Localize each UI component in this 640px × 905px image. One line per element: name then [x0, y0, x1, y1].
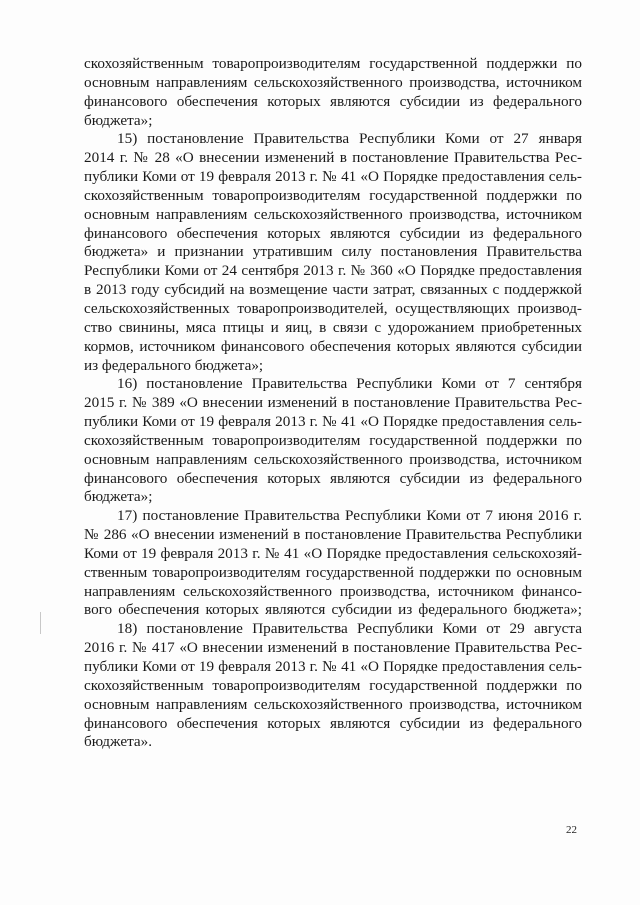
text-line: 2014 г. № 28 «О внесении изменений в постановление Правительства Рес-: [84, 149, 582, 167]
text-line: 17) постановление Правительства Республики Коми от 7 июня 2016 г.: [117, 507, 582, 525]
text-line: 18) постановление Правительства Республики Коми от 29 августа: [117, 620, 582, 638]
scan-margin-mark: [40, 612, 41, 634]
text-line: основным направлениям сельскохозяйственного производства, источником: [84, 450, 582, 468]
text-line: вого обеспечения которых являются субсидии из федерального бюджета»;: [84, 601, 582, 619]
text-line: финансового обеспечения которых являются субсидии из федерального: [84, 469, 582, 487]
text-line: кормов, источником финансового обеспечения которых являются субсидии: [84, 337, 582, 355]
text-line: сельскохозяйственных товаропроизводителей, осуществляющих производ-: [84, 299, 582, 317]
paragraph-item-17: [84, 507, 582, 620]
page-number: 22: [566, 824, 577, 836]
paragraph-continuation: [84, 55, 582, 130]
text-line: бюджета» и признании утратившим силу постановления Правительства: [84, 243, 582, 261]
text-line: скохозяйственным товаропроизводителям государственной поддержки по: [84, 186, 582, 204]
text-line: финансового обеспечения которых являются субсидии из федерального: [84, 92, 582, 110]
paragraph-item-18: [84, 620, 582, 752]
paragraph-item-16: [84, 375, 582, 507]
text-line: № 286 «О внесении изменений в постановление Правительства Республики: [84, 526, 582, 544]
text-line: 2015 г. № 389 «О внесении изменений в постановление Правительства Рес-: [84, 394, 582, 412]
text-line: ство свинины, мяса птицы и яиц, в связи с удорожанием приобретенных: [84, 318, 582, 336]
text-line: основным направлениям сельскохозяйственного производства, источником: [84, 695, 582, 713]
text-line: публики Коми от 19 февраля 2013 г. № 41 «О Порядке предоставления сель-: [84, 413, 582, 431]
text-line: финансового обеспечения которых являются субсидии из федерального: [84, 224, 582, 242]
text-line: бюджета»;: [84, 111, 153, 129]
text-line: Коми от 19 февраля 2013 г. № 41 «О Порядке предоставления сельскохозяй-: [84, 544, 582, 562]
text-line: публики Коми от 19 февраля 2013 г. № 41 «О Порядке предоставления сель-: [84, 168, 582, 186]
text-line: скохозяйственным товаропроизводителям государственной поддержки по: [84, 55, 582, 72]
text-line: основным направлениям сельскохозяйственного производства, источником: [84, 73, 582, 91]
text-line: скохозяйственным товаропроизводителям государственной поддержки по: [84, 431, 582, 449]
text-line: основным направлениям сельскохозяйственного производства, источником: [84, 205, 582, 223]
text-line: направлениям сельскохозяйственного производства, источником финансо-: [84, 582, 582, 600]
text-line: публики Коми от 19 февраля 2013 г. № 41 «О Порядке предоставления сель-: [84, 658, 582, 675]
text-line: бюджета»;: [84, 488, 153, 506]
text-line: бюджета».: [84, 733, 153, 751]
text-line: 16) постановление Правительства Республики Коми от 7 сентября: [117, 375, 582, 393]
text-line: скохозяйственным товаропроизводителям государственной поддержки по: [84, 676, 582, 694]
text-line: 2016 г. № 417 «О внесении изменений в постановление Правительства Рес-: [84, 639, 582, 657]
document-body: [84, 55, 582, 752]
text-line: из федерального бюджета»;: [84, 356, 264, 374]
text-line: Республики Коми от 24 сентября 2013 г. № 360 «О Порядке предоставления: [84, 262, 582, 280]
text-line: ственным товаропроизводителям государственной поддержки по основным: [84, 563, 582, 581]
text-line: в 2013 году субсидий на возмещение части затрат, связанных с поддержкой: [84, 281, 582, 299]
text-line: 15) постановление Правительства Республики Коми от 27 января: [117, 130, 582, 148]
paragraph-item-15: [84, 130, 582, 375]
text-line: финансового обеспечения которых являются субсидии из федерального: [84, 714, 582, 732]
